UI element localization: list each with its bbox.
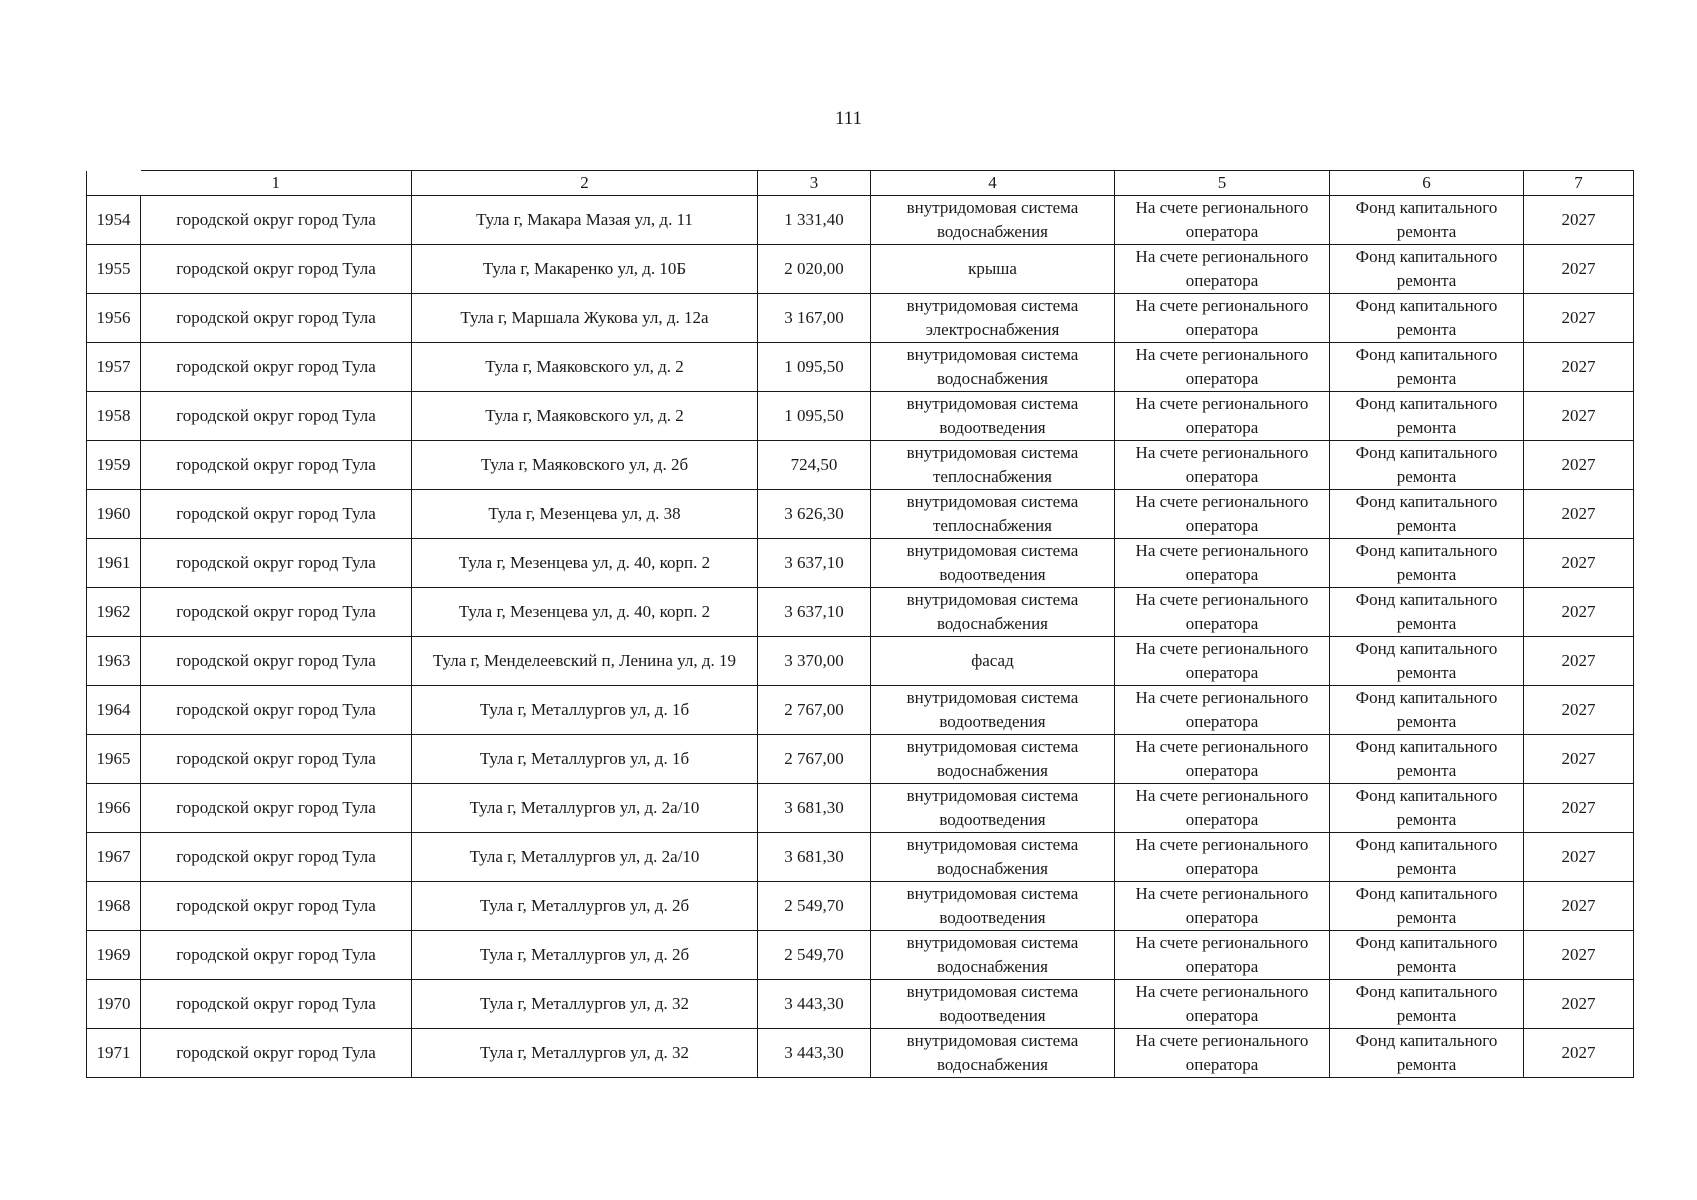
row-number-cell: 1961 [87, 539, 141, 588]
fund-formation-cell: На счете регионального оператора [1115, 490, 1330, 539]
column-header [87, 171, 141, 196]
row-number-cell: 1964 [87, 686, 141, 735]
repair-element-cell: внутридомовая система водоснабжения [871, 931, 1115, 980]
address-cell: Тула г, Металлургов ул, д. 1б [412, 735, 758, 784]
address-cell: Тула г, Мезенцева ул, д. 40, корп. 2 [412, 539, 758, 588]
column-header: 6 [1330, 171, 1524, 196]
fund-formation-cell: На счете регионального оператора [1115, 931, 1330, 980]
funding-source-cell: Фонд капитального ремонта [1330, 196, 1524, 245]
repair-element-cell: внутридомовая система водоснабжения [871, 343, 1115, 392]
year-cell: 2027 [1524, 294, 1634, 343]
table-row [87, 637, 1634, 686]
table-row [87, 882, 1634, 931]
fund-formation-cell: На счете регионального оператора [1115, 588, 1330, 637]
address-cell: Тула г, Менделеевский п, Ленина ул, д. 19 [412, 637, 758, 686]
municipality-cell: городской округ город Тула [141, 392, 412, 441]
area-cell: 2 549,70 [758, 931, 871, 980]
row-number-cell: 1960 [87, 490, 141, 539]
repair-element-cell: внутридомовая система водоснабжения [871, 735, 1115, 784]
year-cell: 2027 [1524, 784, 1634, 833]
municipality-cell: городской округ город Тула [141, 637, 412, 686]
funding-source-cell: Фонд капитального ремонта [1330, 441, 1524, 490]
address-cell: Тула г, Металлургов ул, д. 2б [412, 931, 758, 980]
fund-formation-cell: На счете регионального оператора [1115, 343, 1330, 392]
funding-source-cell: Фонд капитального ремонта [1330, 882, 1524, 931]
address-cell: Тула г, Металлургов ул, д. 32 [412, 980, 758, 1029]
municipality-cell: городской округ город Тула [141, 196, 412, 245]
fund-formation-cell: На счете регионального оператора [1115, 1029, 1330, 1078]
fund-formation-cell: На счете регионального оператора [1115, 539, 1330, 588]
funding-source-cell: Фонд капитального ремонта [1330, 245, 1524, 294]
year-cell: 2027 [1524, 490, 1634, 539]
repair-element-cell: внутридомовая система теплоснабжения [871, 441, 1115, 490]
repair-element-cell: внутридомовая система водоснабжения [871, 588, 1115, 637]
municipality-cell: городской округ город Тула [141, 1029, 412, 1078]
table-row [87, 539, 1634, 588]
table-row [87, 735, 1634, 784]
table-row [87, 245, 1634, 294]
repair-element-cell: внутридомовая система водоотведения [871, 539, 1115, 588]
year-cell: 2027 [1524, 1029, 1634, 1078]
municipality-cell: городской округ город Тула [141, 343, 412, 392]
table-row [87, 784, 1634, 833]
row-number-cell: 1965 [87, 735, 141, 784]
fund-formation-cell: На счете регионального оператора [1115, 735, 1330, 784]
fund-formation-cell: На счете регионального оператора [1115, 980, 1330, 1029]
year-cell: 2027 [1524, 882, 1634, 931]
area-cell: 3 370,00 [758, 637, 871, 686]
municipality-cell: городской округ город Тула [141, 294, 412, 343]
table-row [87, 343, 1634, 392]
row-number-cell: 1957 [87, 343, 141, 392]
funding-source-cell: Фонд капитального ремонта [1330, 980, 1524, 1029]
area-cell: 3 637,10 [758, 539, 871, 588]
municipality-cell: городской округ город Тула [141, 441, 412, 490]
address-cell: Тула г, Маяковского ул, д. 2 [412, 392, 758, 441]
row-number-cell: 1971 [87, 1029, 141, 1078]
table-header-row [87, 171, 1634, 196]
municipality-cell: городской округ город Тула [141, 784, 412, 833]
table-row [87, 833, 1634, 882]
municipality-cell: городской округ город Тула [141, 833, 412, 882]
year-cell: 2027 [1524, 196, 1634, 245]
row-number-cell: 1970 [87, 980, 141, 1029]
funding-source-cell: Фонд капитального ремонта [1330, 539, 1524, 588]
municipality-cell: городской округ город Тула [141, 588, 412, 637]
fund-formation-cell: На счете регионального оператора [1115, 392, 1330, 441]
area-cell: 3 443,30 [758, 1029, 871, 1078]
area-cell: 2 767,00 [758, 686, 871, 735]
address-cell: Тула г, Мезенцева ул, д. 38 [412, 490, 758, 539]
address-cell: Тула г, Металлургов ул, д. 2б [412, 882, 758, 931]
address-cell: Тула г, Металлургов ул, д. 2а/10 [412, 784, 758, 833]
repair-element-cell: внутридомовая система электроснабжения [871, 294, 1115, 343]
year-cell: 2027 [1524, 245, 1634, 294]
year-cell: 2027 [1524, 588, 1634, 637]
column-header: 4 [871, 171, 1115, 196]
repair-element-cell: внутридомовая система теплоснабжения [871, 490, 1115, 539]
column-header: 2 [412, 171, 758, 196]
area-cell: 3 626,30 [758, 490, 871, 539]
area-cell: 3 681,30 [758, 833, 871, 882]
funding-source-cell: Фонд капитального ремонта [1330, 784, 1524, 833]
funding-source-cell: Фонд капитального ремонта [1330, 686, 1524, 735]
row-number-cell: 1962 [87, 588, 141, 637]
table-row [87, 294, 1634, 343]
address-cell: Тула г, Макаренко ул, д. 10Б [412, 245, 758, 294]
table-row [87, 490, 1634, 539]
address-cell: Тула г, Макара Мазая ул, д. 11 [412, 196, 758, 245]
fund-formation-cell: На счете регионального оператора [1115, 882, 1330, 931]
row-number-cell: 1963 [87, 637, 141, 686]
row-number-cell: 1968 [87, 882, 141, 931]
funding-source-cell: Фонд капитального ремонта [1330, 1029, 1524, 1078]
funding-source-cell: Фонд капитального ремонта [1330, 490, 1524, 539]
repair-element-cell: внутридомовая система водоснабжения [871, 1029, 1115, 1078]
table-row [87, 441, 1634, 490]
funding-source-cell: Фонд капитального ремонта [1330, 588, 1524, 637]
municipality-cell: городской округ город Тула [141, 245, 412, 294]
area-cell: 2 549,70 [758, 882, 871, 931]
address-cell: Тула г, Маяковского ул, д. 2 [412, 343, 758, 392]
municipality-cell: городской округ город Тула [141, 539, 412, 588]
area-cell: 3 681,30 [758, 784, 871, 833]
year-cell: 2027 [1524, 441, 1634, 490]
fund-formation-cell: На счете регионального оператора [1115, 294, 1330, 343]
repair-element-cell: крыша [871, 245, 1115, 294]
municipality-cell: городской округ город Тула [141, 490, 412, 539]
table-row [87, 1029, 1634, 1078]
funding-source-cell: Фонд капитального ремонта [1330, 343, 1524, 392]
funding-source-cell: Фонд капитального ремонта [1330, 294, 1524, 343]
year-cell: 2027 [1524, 637, 1634, 686]
repair-element-cell: внутридомовая система водоснабжения [871, 196, 1115, 245]
address-cell: Тула г, Маршала Жукова ул, д. 12а [412, 294, 758, 343]
year-cell: 2027 [1524, 833, 1634, 882]
fund-formation-cell: На счете регионального оператора [1115, 245, 1330, 294]
row-number-cell: 1966 [87, 784, 141, 833]
repair-element-cell: внутридомовая система водоотведения [871, 882, 1115, 931]
address-cell: Тула г, Мезенцева ул, д. 40, корп. 2 [412, 588, 758, 637]
fund-formation-cell: На счете регионального оператора [1115, 441, 1330, 490]
repair-element-cell: внутридомовая система водоотведения [871, 784, 1115, 833]
year-cell: 2027 [1524, 931, 1634, 980]
funding-source-cell: Фонд капитального ремонта [1330, 931, 1524, 980]
municipality-cell: городской округ город Тула [141, 931, 412, 980]
row-number-cell: 1958 [87, 392, 141, 441]
municipality-cell: городской округ город Тула [141, 980, 412, 1029]
funding-source-cell: Фонд капитального ремонта [1330, 637, 1524, 686]
area-cell: 1 095,50 [758, 392, 871, 441]
repair-element-cell: внутридомовая система водоснабжения [871, 833, 1115, 882]
municipality-cell: городской округ город Тула [141, 686, 412, 735]
area-cell: 724,50 [758, 441, 871, 490]
repair-element-cell: внутридомовая система водоотведения [871, 686, 1115, 735]
fund-formation-cell: На счете регионального оператора [1115, 833, 1330, 882]
fund-formation-cell: На счете регионального оператора [1115, 686, 1330, 735]
row-number-cell: 1959 [87, 441, 141, 490]
row-number-cell: 1954 [87, 196, 141, 245]
area-cell: 3 637,10 [758, 588, 871, 637]
year-cell: 2027 [1524, 735, 1634, 784]
register-table [86, 170, 1634, 1078]
area-cell: 3 167,00 [758, 294, 871, 343]
funding-source-cell: Фонд капитального ремонта [1330, 833, 1524, 882]
address-cell: Тула г, Металлургов ул, д. 32 [412, 1029, 758, 1078]
year-cell: 2027 [1524, 392, 1634, 441]
repair-element-cell: фасад [871, 637, 1115, 686]
table-row [87, 588, 1634, 637]
repair-element-cell: внутридомовая система водоотведения [871, 980, 1115, 1029]
column-header: 3 [758, 171, 871, 196]
row-number-cell: 1969 [87, 931, 141, 980]
funding-source-cell: Фонд капитального ремонта [1330, 392, 1524, 441]
year-cell: 2027 [1524, 539, 1634, 588]
row-number-cell: 1955 [87, 245, 141, 294]
fund-formation-cell: На счете регионального оператора [1115, 784, 1330, 833]
area-cell: 1 331,40 [758, 196, 871, 245]
year-cell: 2027 [1524, 343, 1634, 392]
address-cell: Тула г, Маяковского ул, д. 2б [412, 441, 758, 490]
municipality-cell: городской округ город Тула [141, 882, 412, 931]
table-row [87, 931, 1634, 980]
column-header: 7 [1524, 171, 1634, 196]
fund-formation-cell: На счете регионального оператора [1115, 196, 1330, 245]
fund-formation-cell: На счете регионального оператора [1115, 637, 1330, 686]
year-cell: 2027 [1524, 686, 1634, 735]
column-header: 5 [1115, 171, 1330, 196]
address-cell: Тула г, Металлургов ул, д. 1б [412, 686, 758, 735]
page-number: 111 [834, 108, 863, 129]
area-cell: 2 767,00 [758, 735, 871, 784]
table-row [87, 392, 1634, 441]
table-row [87, 980, 1634, 1029]
table-row [87, 196, 1634, 245]
row-number-cell: 1956 [87, 294, 141, 343]
area-cell: 2 020,00 [758, 245, 871, 294]
funding-source-cell: Фонд капитального ремонта [1330, 735, 1524, 784]
area-cell: 3 443,30 [758, 980, 871, 1029]
row-number-cell: 1967 [87, 833, 141, 882]
repair-element-cell: внутридомовая система водоотведения [871, 392, 1115, 441]
area-cell: 1 095,50 [758, 343, 871, 392]
column-header: 1 [141, 171, 412, 196]
address-cell: Тула г, Металлургов ул, д. 2а/10 [412, 833, 758, 882]
year-cell: 2027 [1524, 980, 1634, 1029]
municipality-cell: городской округ город Тула [141, 735, 412, 784]
table-row [87, 686, 1634, 735]
